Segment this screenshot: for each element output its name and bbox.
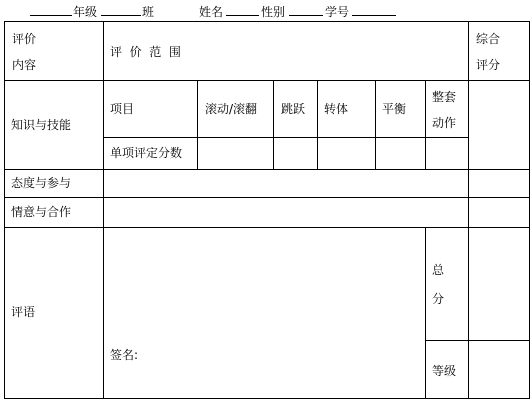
overall-score-cell[interactable] [469, 81, 529, 227]
complete-action-line2: 动作 [432, 116, 457, 130]
student-id-blank[interactable] [352, 3, 396, 19]
table-bottom-border [4, 398, 530, 399]
item-turn: 转体 [324, 102, 349, 116]
complete-action-line1: 整套 [432, 90, 457, 104]
grade-level-cell[interactable] [469, 341, 529, 398]
class-blank[interactable] [101, 3, 141, 19]
item-balance: 平衡 [382, 102, 407, 116]
total-score-cell[interactable] [469, 228, 529, 340]
comment-area[interactable] [104, 228, 425, 346]
item-label: 项目 [110, 102, 135, 116]
grade-blank[interactable] [30, 3, 72, 19]
score-cell-balance[interactable] [376, 138, 425, 169]
student-id-label: 学号 [325, 5, 350, 19]
grade-level-label: 等级 [432, 364, 457, 378]
overall-score-line2: 评分 [476, 58, 501, 72]
total-score-line2: 分 [432, 292, 445, 306]
overall-score-line1: 综合 [476, 32, 501, 46]
item-roll: 滚动/滚翻 [205, 102, 258, 116]
form-header [0, 3, 532, 21]
signature-field[interactable] [150, 346, 420, 368]
total-score-line1: 总 [432, 263, 445, 277]
attitude-cell[interactable] [104, 170, 468, 197]
grade-label: 年级 [73, 5, 98, 19]
table-right-border [529, 21, 530, 399]
table-left-border [4, 21, 5, 399]
name-blank[interactable] [226, 3, 259, 19]
table-col-total [425, 227, 426, 399]
eval-content-line1: 评价 [12, 32, 37, 46]
score-cell-roll[interactable] [198, 138, 273, 169]
name-label: 姓名 [199, 5, 224, 19]
emotion-cell[interactable] [104, 198, 468, 227]
score-cell-turn[interactable] [318, 138, 375, 169]
signature-label: 签名: [110, 348, 139, 362]
eval-scope-heading: 评 价 范 围 [110, 45, 181, 59]
comment-label: 评语 [11, 305, 36, 319]
knowledge-skills-label: 知识与技能 [11, 118, 72, 132]
single-score-label: 单项评定分数 [110, 146, 183, 160]
emotion-label: 情意与合作 [11, 205, 72, 219]
eval-content-line2: 内容 [12, 58, 37, 72]
class-label: 班 [142, 5, 155, 19]
gender-label: 性别 [261, 5, 286, 19]
attitude-label: 态度与参与 [11, 176, 72, 190]
table-line-1 [4, 80, 530, 81]
item-jump: 跳跃 [281, 102, 306, 116]
gender-blank[interactable] [289, 3, 323, 19]
score-cell-jump[interactable] [274, 138, 317, 169]
score-cell-complete[interactable] [426, 138, 468, 169]
table-top-border [4, 21, 530, 22]
